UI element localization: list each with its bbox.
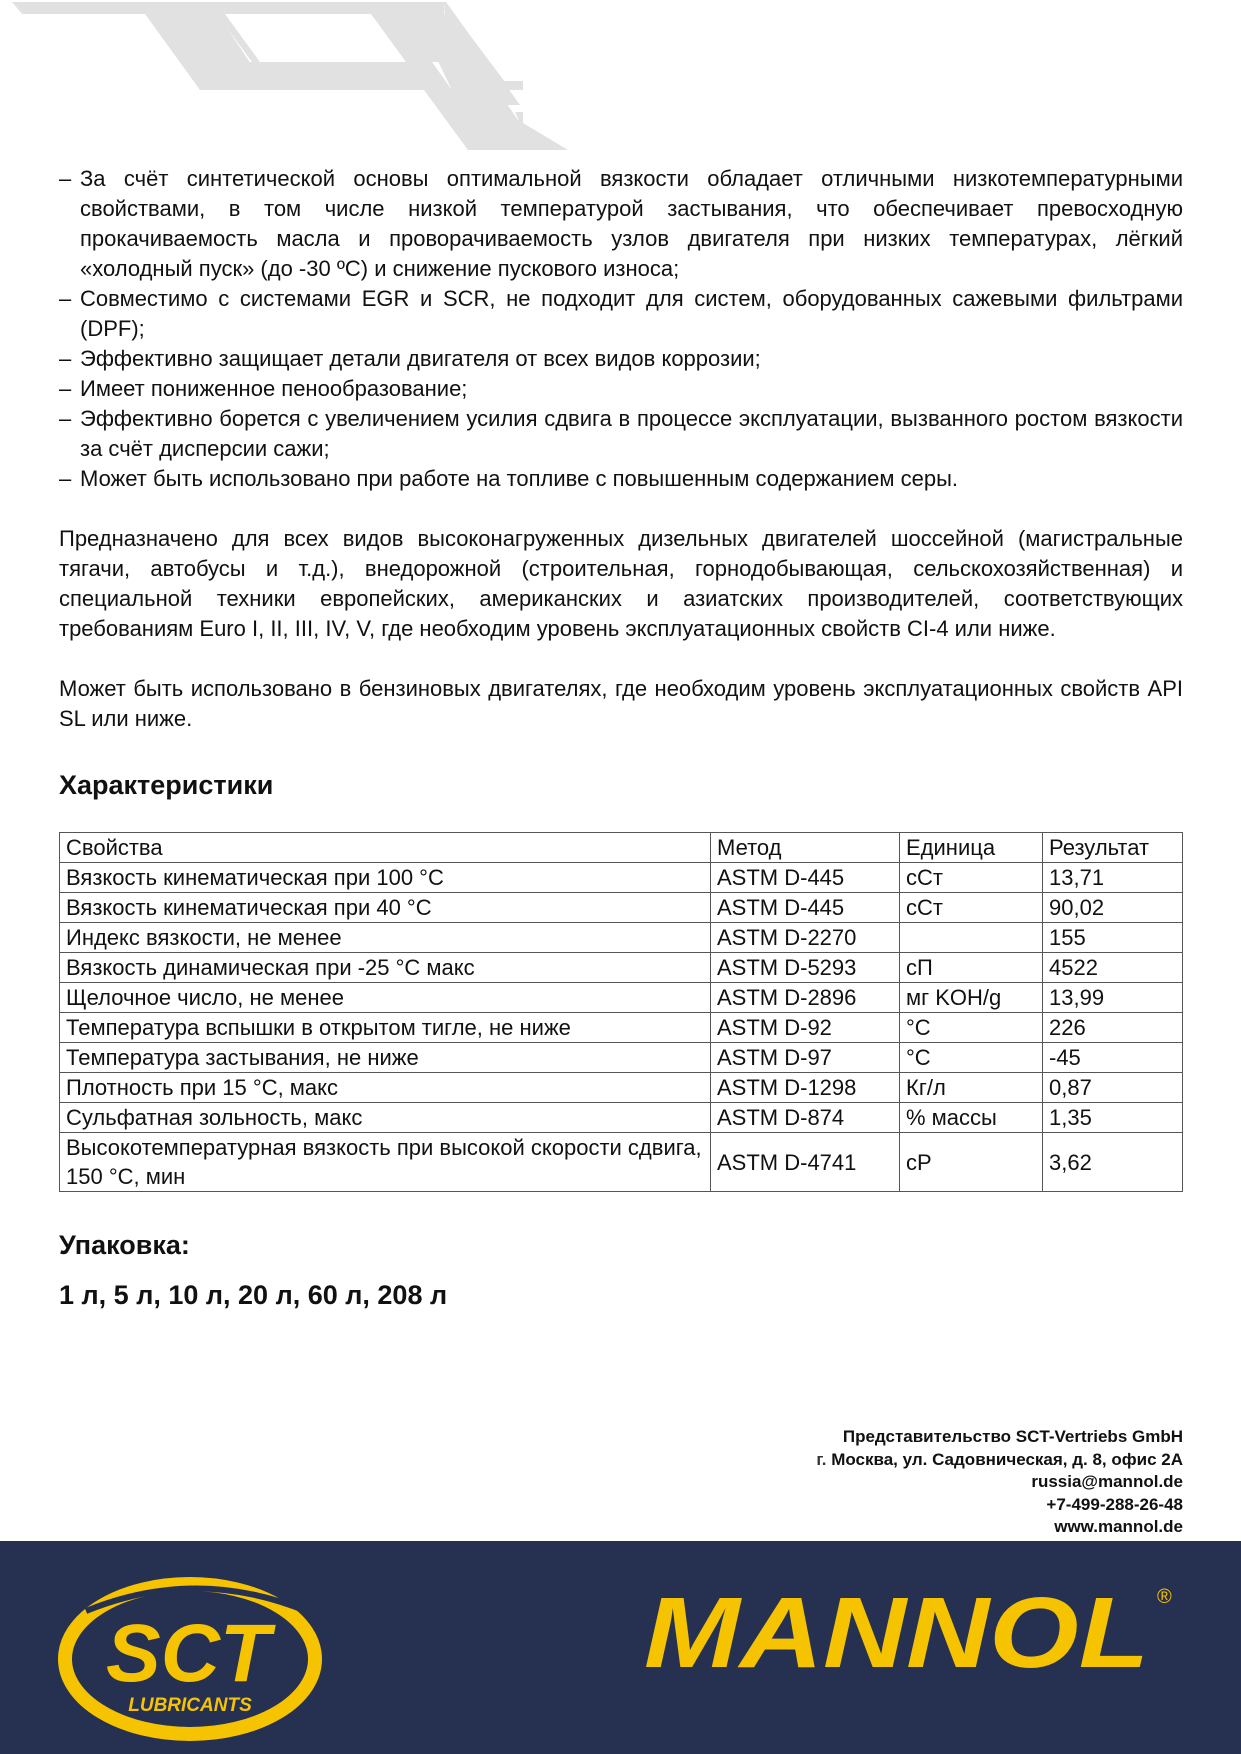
table-row: Щелочное число, не менее ASTM D-2896 мг KOH/g 13,99 xyxy=(60,983,1183,1013)
svg-text:MANNOL: MANNOL xyxy=(644,1577,1149,1685)
contact-block xyxy=(770,1426,1183,1539)
table-row: Индекс вязкости, не менее ASTM D-2270 155 xyxy=(60,923,1183,953)
feature-list xyxy=(59,164,1183,494)
bullet-dash: – xyxy=(59,346,72,371)
characteristics-table xyxy=(59,832,1183,1192)
phone-number: +7-499-288-26-48 xyxy=(1046,1494,1183,1514)
table-row: Высокотемпературная вязкость при высокой скорости сдвига, 150 °C, мин ASTM D-4741 cP 3,62 xyxy=(60,1133,1183,1192)
mannol-logo xyxy=(644,1575,1184,1685)
bullet-dash: – xyxy=(59,406,72,431)
table-row: Температура вспышки в открытом тигле, не ниже ASTM D-92 °C 226 xyxy=(60,1013,1183,1043)
feature-item: – За счёт синтетической основы оптимальной вязкости обладает отличными низкотемпературными свойствами, в том числе низкой температурой застывания, что обеспечивает превосходную прокачиваемость масла и проворачиваемость узлов двигателя при низких температурах, лёгкий «холодный пуск» (до -30 ºC) и снижение пускового износа; xyxy=(59,166,1183,281)
svg-text:®: ® xyxy=(1157,1586,1172,1608)
column-header-result: Результат xyxy=(1043,833,1183,863)
table-row: Сульфатная зольность, макс ASTM D-874 % массы 1,35 xyxy=(60,1103,1183,1133)
bullet-dash: – xyxy=(59,286,72,311)
address xyxy=(770,1449,1183,1472)
feature-item: – Эффективно борется с увеличением усилия сдвига в процессе эксплуатации, вызванного ростом вязкости за счёт дисперсии сажи; xyxy=(59,406,1183,461)
table-row: Плотность при 15 °C, макс ASTM D-1298 Кг/л 0,87 xyxy=(60,1073,1183,1103)
bullet-dash: – xyxy=(59,376,72,401)
feature-item: – Эффективно защищает детали двигателя от всех видов коррозии; xyxy=(59,344,1183,374)
footer-bar xyxy=(0,1541,1241,1754)
bullet-dash: – xyxy=(59,466,72,491)
feature-item: – Имеет пониженное пенообразование; xyxy=(59,374,1183,404)
column-header-unit: Единица xyxy=(900,833,1043,863)
header-decoration xyxy=(0,0,1241,150)
sct-lubricants-logo xyxy=(56,1571,331,1741)
feature-item: – Может быть использовано при работе на топливе с повышенным содержанием серы. xyxy=(59,464,1183,494)
company-name: Представительство SCT-Vertriebs GmbH xyxy=(842,1427,1183,1446)
table-row: Вязкость кинематическая при 40 °C ASTM D-445 сСт 90,02 xyxy=(60,893,1183,923)
packaging-values: 1 л, 5 л, 10 л, 20 л, 60 л, 208 л xyxy=(59,1280,448,1310)
email-link[interactable]: russia@mannol.de xyxy=(1031,1472,1183,1491)
document-body xyxy=(59,164,1183,1312)
column-header-property: Свойства xyxy=(60,833,711,863)
application-paragraph: Предназначено для всех видов высоконагруженных дизельных двигателей шоссейной (магистральные тягачи, автобусы и т.д.), внедорожной (строительная, горнодобывающая, сельскохозяйственная) и специальной техники европейских, американских и азиатских производителей, соответствующих требованиям Euro I, II, III, IV, V, где необходим уровень эксплуатационных свойств CI-4 или ниже. xyxy=(59,526,1183,641)
bullet-dash: – xyxy=(59,166,72,191)
svg-text:LUBRICANTS: LUBRICANTS xyxy=(128,1695,252,1716)
column-header-method: Метод xyxy=(711,833,900,863)
address-overlay-a: г. Москва, ул. Садовническая, д. 8, офис 2А xyxy=(816,1449,1183,1469)
characteristics-title: Характеристики xyxy=(59,770,274,800)
website-link[interactable]: www.mannol.de xyxy=(1054,1517,1183,1536)
svg-text:SCT: SCT xyxy=(106,1608,270,1699)
table-header-row xyxy=(60,833,1183,863)
table-row: Вязкость кинематическая при 100 °C ASTM D-445 сСт 13,71 xyxy=(60,863,1183,893)
gasoline-paragraph: Может быть использовано в бензиновых двигателях, где необходим уровень эксплуатационных свойств API SL или ниже. xyxy=(59,676,1183,731)
packaging-title: Упаковка: xyxy=(59,1230,190,1260)
table-row: Температура застывания, не ниже ASTM D-97 °C -45 xyxy=(60,1043,1183,1073)
table-row: Вязкость динамическая при -25 °C макс ASTM D-5293 сП 4522 xyxy=(60,953,1183,983)
feature-item: – Совместимо с системами EGR и SCR, не подходит для систем, оборудованных сажевыми фильтрами (DPF); xyxy=(59,286,1183,341)
